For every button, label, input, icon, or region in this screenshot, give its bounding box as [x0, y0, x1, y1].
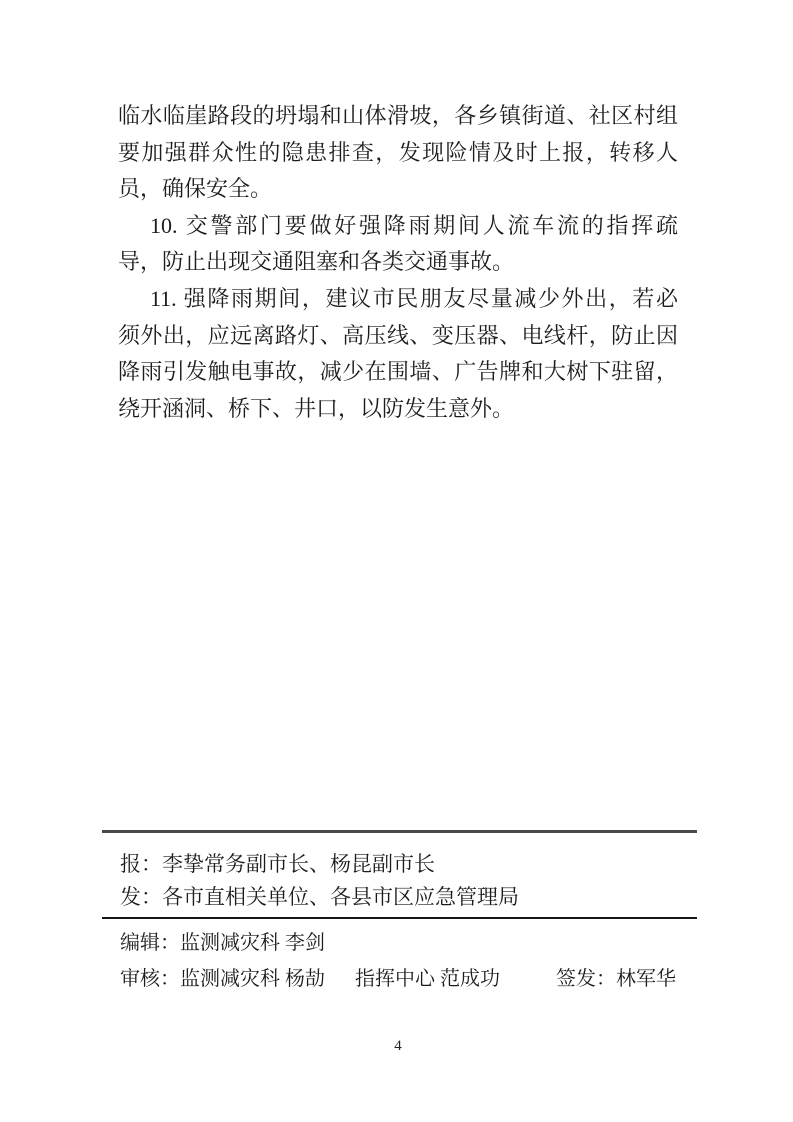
body-line: 要加强群众性的隐患排查，发现险情及时上报，转移人 [118, 139, 678, 165]
body-line: 11. 强降雨期间，建议市民朋友尽量减少外出，若必 [150, 285, 678, 311]
reviewer-primary: 审核：监测减灾科 杨劼 [120, 968, 325, 990]
body-text [118, 98, 678, 427]
review-row [120, 966, 697, 992]
report-recipients-line: 报：李挚常务副市长、杨昆副市长 [120, 852, 435, 876]
page-number: 4 [394, 1038, 402, 1054]
signer: 签发：林军华 [556, 968, 676, 990]
body-line: 10. 交警部门要做好强降雨期间人流车流的指挥疏 [150, 212, 678, 238]
body-line: 绕开涵洞、桥下、井口，以防发生意外。 [118, 395, 515, 421]
body-line: 须外出，应远离路灯、高压线、变压器、电线杆，防止因 [118, 322, 678, 348]
body-line: 员，确保安全。 [118, 176, 273, 202]
footer-top-rule [102, 830, 697, 833]
body-line: 导，防止出现交通阻塞和各类交通事故。 [118, 249, 515, 275]
editor-line: 编辑：监测减灾科 李剑 [120, 932, 325, 954]
issue-recipients-line: 发：各市直相关单位、各县市区应急管理局 [120, 885, 519, 909]
footer-bottom-rule [102, 917, 697, 919]
body-line: 临水临崖路段的坍塌和山体滑坡，各乡镇街道、社区村组 [118, 103, 678, 128]
body-line: 降雨引发触电事故，减少在围墙、广告牌和大树下驻留， [118, 359, 678, 385]
reviewer-secondary: 指挥中心 范成功 [355, 968, 500, 990]
